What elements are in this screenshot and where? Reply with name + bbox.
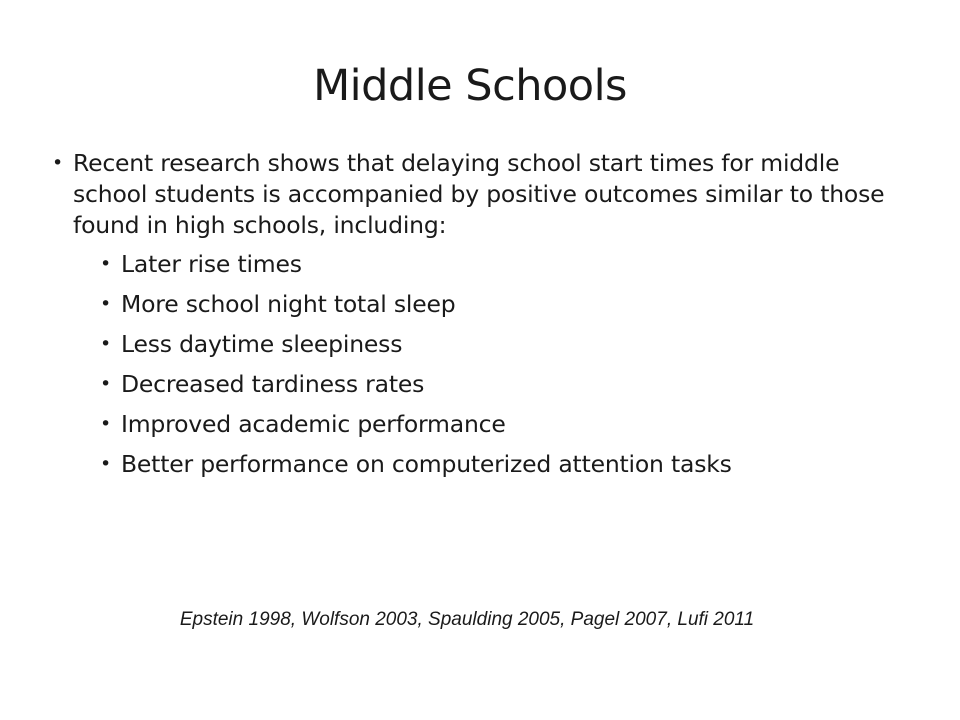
citation: Epstein 1998, Wolfson 2003, Spaulding 2005, Pagel 2007, Lufi 2011 xyxy=(179,609,755,630)
bullet-icon: • xyxy=(100,293,112,315)
outcome-text: Better performance on computerized attention tasks xyxy=(121,450,732,478)
outcome-item xyxy=(100,329,912,360)
outcomes-list xyxy=(52,249,912,480)
outcome-item xyxy=(100,409,912,440)
outcome-text: More school night total sleep xyxy=(121,290,456,318)
outcome-item xyxy=(100,289,912,320)
outcome-text: Less daytime sleepiness xyxy=(121,330,403,358)
bullet-icon: • xyxy=(100,413,112,435)
bullet-icon: • xyxy=(100,373,112,395)
main-bullet xyxy=(52,148,912,241)
outcome-item xyxy=(100,249,912,280)
main-bullet-text: Recent research shows that delaying school start times for middle school students is accompanied by positive outcomes similar to those found in high schools, including: xyxy=(73,149,885,239)
bullet-icon: • xyxy=(100,333,112,355)
bullet-icon: • xyxy=(100,453,112,475)
outcome-text: Improved academic performance xyxy=(121,410,506,438)
outcome-item xyxy=(100,369,912,400)
outcome-text: Decreased tardiness rates xyxy=(121,370,425,398)
bullet-icon: • xyxy=(100,253,112,275)
bullet-icon: • xyxy=(52,152,64,174)
outcome-item xyxy=(100,449,912,480)
outcome-text: Later rise times xyxy=(121,250,302,278)
slide-body xyxy=(52,148,912,489)
slide-title: Middle Schools xyxy=(313,61,627,111)
